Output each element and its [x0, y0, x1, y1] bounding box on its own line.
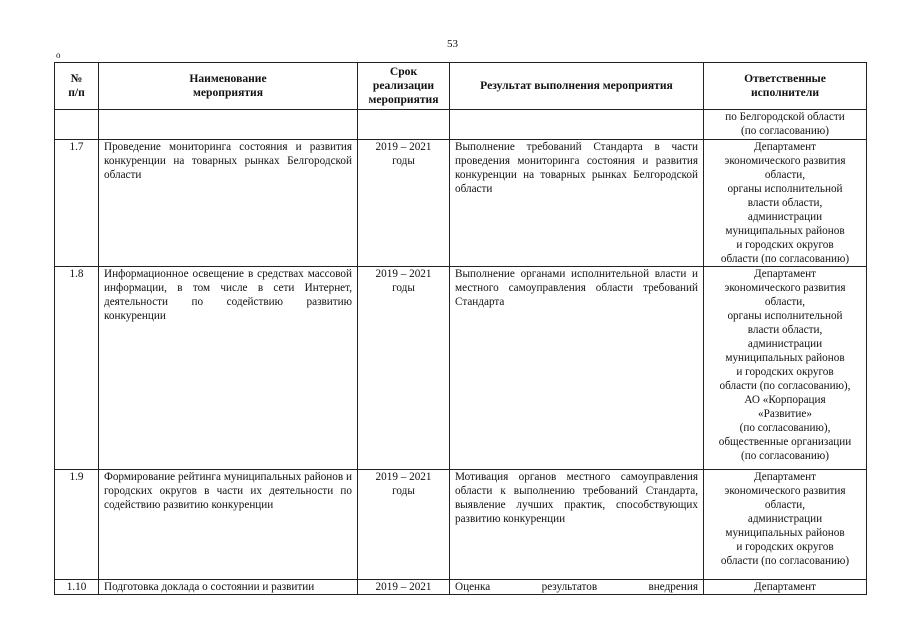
- cell-term: 2019 – 2021 годы: [358, 140, 450, 267]
- cell-name: Подготовка доклада о состоянии и развитии: [99, 580, 358, 595]
- header-activity-name: Наименование мероприятия: [99, 63, 358, 110]
- table-row: [55, 470, 867, 580]
- header-term: Срок реализации мероприятия: [358, 63, 450, 110]
- cell-term: 2019 – 2021 годы: [358, 470, 450, 580]
- cell-number: 1.7: [55, 140, 99, 267]
- cell-responsible: Департамент: [704, 580, 867, 595]
- cell-number: [55, 110, 99, 140]
- table-header-row: [55, 63, 867, 110]
- cell-responsible: Департамент экономического развития области, администрации муниципальных районов и городских округов области (по согласованию): [704, 470, 867, 580]
- header-result: Результат выполнения мероприятия: [450, 63, 704, 110]
- cell-name: Проведение мониторинга состояния и развития конкуренции на товарных рынках Белгородской области: [99, 140, 358, 267]
- cell-result: Выполнение органами исполнительной власти и местного самоуправления области требований Стандарта: [450, 267, 704, 470]
- cell-term: [358, 110, 450, 140]
- header-responsible: Ответственные исполнители: [704, 63, 867, 110]
- corner-mark: о: [56, 50, 61, 60]
- cell-responsible: Департамент экономического развития области, органы исполнительной власти области, администрации муниципальных районов и городских округов области (по согласованию), АО «Корпорация «Развитие» (по согласованию), общественные организации (по согласованию): [704, 267, 867, 470]
- cell-name: [99, 110, 358, 140]
- cell-result: Оценка результатов внедрения: [450, 580, 704, 595]
- table-row: [55, 267, 867, 470]
- cell-result: [450, 110, 704, 140]
- cell-responsible: Департамент экономического развития области, органы исполнительной власти области, администрации муниципальных районов и городских округов области (по согласованию): [704, 140, 867, 267]
- cell-responsible: по Белгородской области (по согласованию): [704, 110, 867, 140]
- cell-name: Формирование рейтинга муниципальных районов и городских округов в части их деятельности по содействию развитию конкуренции: [99, 470, 358, 580]
- cell-name: Информационное освещение в средствах массовой информации, в том числе в сети Интернет, деятельности по содействию развитию конкуренции: [99, 267, 358, 470]
- page-number: 53: [447, 38, 458, 50]
- cell-number: 1.10: [55, 580, 99, 595]
- cell-result: Выполнение требований Стандарта в части проведения мониторинга состояния и развития конкуренции на товарных рынках Белгородской области: [450, 140, 704, 267]
- table-row-continuation: [55, 110, 867, 140]
- header-number: № п/п: [55, 63, 99, 110]
- cell-result: Мотивация органов местного самоуправления области к выполнению требований Стандарта, выявление лучших практик, способствующих развитию конкуренции: [450, 470, 704, 580]
- activities-table: [54, 62, 867, 595]
- table-row: [55, 140, 867, 267]
- cell-number: 1.9: [55, 470, 99, 580]
- cell-term: 2019 – 2021 годы: [358, 267, 450, 470]
- cell-number: 1.8: [55, 267, 99, 470]
- table-row: [55, 580, 867, 595]
- cell-term: 2019 – 2021: [358, 580, 450, 595]
